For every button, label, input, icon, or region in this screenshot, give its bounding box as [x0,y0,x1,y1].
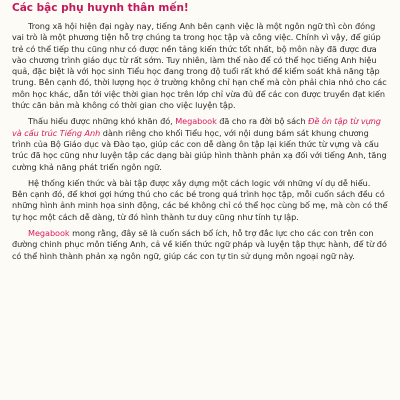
brand-name: Megabook [28,228,70,239]
paragraph-text: Hệ thống kiến thức và bài tập được xây dựng một cách logic với những ví dụ dễ hiểu. Bên cạnh đó, để khơi gợi hứng thú cho các bé trong quá trình học tập, mỗi cuốn sách đều có những hình ảnh minh họa sinh động, các bé không chỉ có thể học cùng bố mẹ, mà còn có thể tự học một cách dễ dàng, từ đó hình thành tư duy cũng như tính tự lập. [12,177,388,222]
paragraph-book-intro [12,116,388,172]
brand-name: Megabook [175,116,217,127]
paragraph-text: mong rằng, đây sẽ là cuốn sách bổ ích, hỗ trợ đắc lực cho các con trên con đường chinh phục môn tiếng Anh, cả về kiến thức ngữ pháp và luyện tập thực hành, để từ đó có thể hình thành phản xạ ngôn ngữ, giúp các con tự tin sử dụng môn ngoại ngữ này. [12,228,387,261]
book-title: Đề ôn tập từ vựng và cấu trúc Tiếng Anh [12,116,381,138]
paragraph-text: đã cho ra đời bộ sách [216,116,309,127]
paragraph-text: dành riêng cho khối Tiểu học, với nội dung bám sát khung chương trình của Bộ Giáo dục và Đào tạo, giúp các con dễ dàng ôn tập lại kiến thức từ vựng và cấu trúc đã học cũng như luyện tập các dạng bài giúp hình thành phản xạ đối với tiếng Anh, tăng cường khả năng phát triển ngôn ngữ. [12,127,387,172]
page-heading: Các bậc phụ huynh thân mến! [12,2,189,14]
paragraph-text: Trong xã hội hiện đại ngày nay, tiếng Anh bên cạnh việc là một ngôn ngữ thì còn đóng vai trò là một phương tiện hỗ trợ chúng ta trong học tập và công việc. Chính vì vậy, để giúp trẻ có thể tiếp thu cũng như có được nền tảng kiến thức tốt nhất, bộ môn này đã được đưa vào chương trình giáo dục từ rất sớm. Tuy nhiên, làm thế nào để có thể học tiếng Anh hiệu quả, đặc biệt là với học sinh Tiểu học đang trong độ tuổi rất khó để kiểm soát khả năng tập trung. Bên cạnh đó, thời lượng học ở trường không chỉ hạn chế mà còn phải chia nhỏ cho các môn học khác, dẫn tới việc thời gian học trên lớp chỉ vừa đủ để các con được truyền đạt kiến thức căn bản mà không có thời gian cho việc luyện tập. [12,21,387,111]
paragraph-text: Thấu hiểu được những khó khăn đó, [28,116,176,127]
paragraph-intro [12,21,388,111]
paragraph-closing [12,228,388,262]
paragraph-system [12,178,388,223]
